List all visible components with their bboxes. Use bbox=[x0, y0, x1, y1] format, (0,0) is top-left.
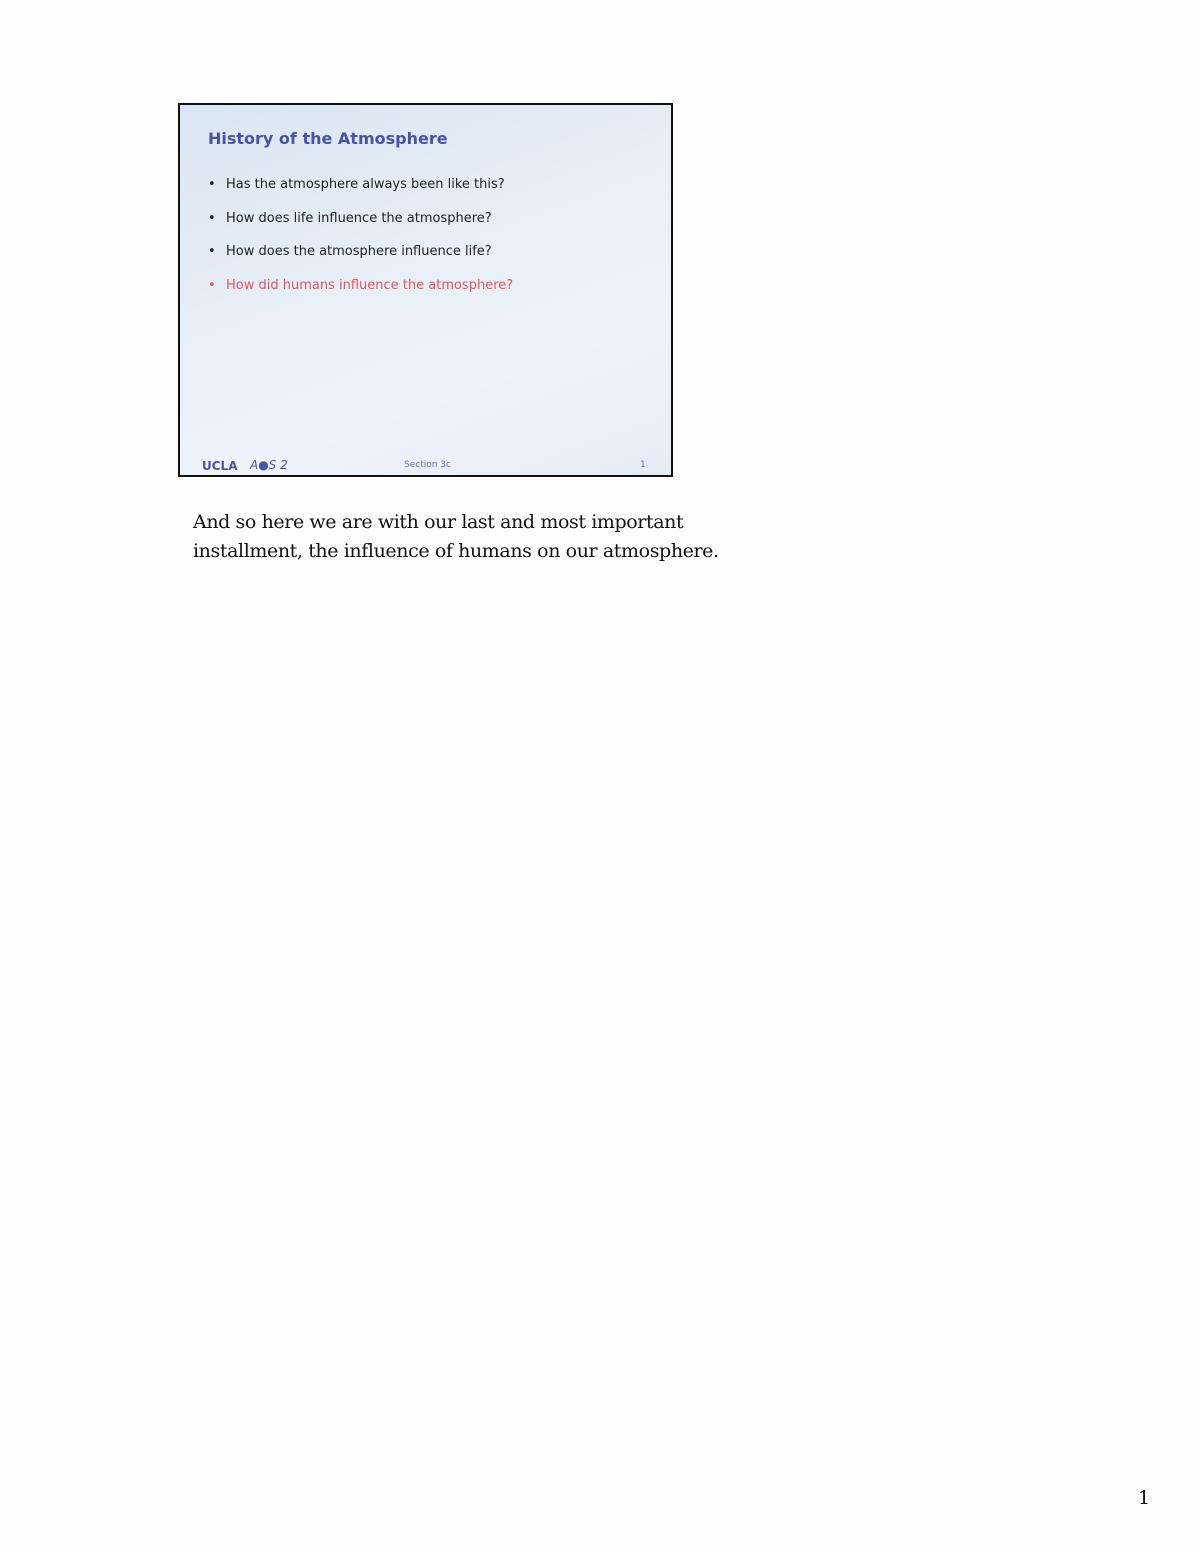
bullet-item-highlighted bbox=[208, 278, 513, 312]
bullet-item bbox=[208, 211, 513, 245]
bullet-icon: • bbox=[208, 210, 216, 226]
bullet-text: How did humans influence the atmosphere? bbox=[226, 277, 514, 293]
bullet-text: How does the atmosphere influence life? bbox=[226, 244, 492, 259]
bullet-item bbox=[208, 244, 513, 278]
slide-thumbnail bbox=[178, 103, 673, 477]
slide-title: History of the Atmosphere bbox=[208, 129, 448, 148]
bullet-text: Has the atmosphere always been like this? bbox=[226, 177, 505, 192]
slide-section-label: Section 3c bbox=[404, 460, 451, 470]
course-logo: A●S 2 bbox=[250, 458, 288, 472]
bullet-icon: • bbox=[208, 244, 216, 259]
bullet-list bbox=[208, 177, 513, 311]
slide-number: 1 bbox=[640, 460, 646, 470]
ucla-logo: UCLA bbox=[202, 459, 238, 473]
speaker-notes: And so here we are with our last and most important installment, the influence of humans on our atmosphere. bbox=[193, 511, 719, 562]
bullet-icon: • bbox=[208, 177, 216, 192]
page-number: 1 bbox=[1138, 1487, 1151, 1509]
bullet-text: How does life influence the atmosphere? bbox=[226, 210, 492, 226]
bullet-icon: • bbox=[208, 277, 216, 293]
bullet-item bbox=[208, 177, 513, 211]
